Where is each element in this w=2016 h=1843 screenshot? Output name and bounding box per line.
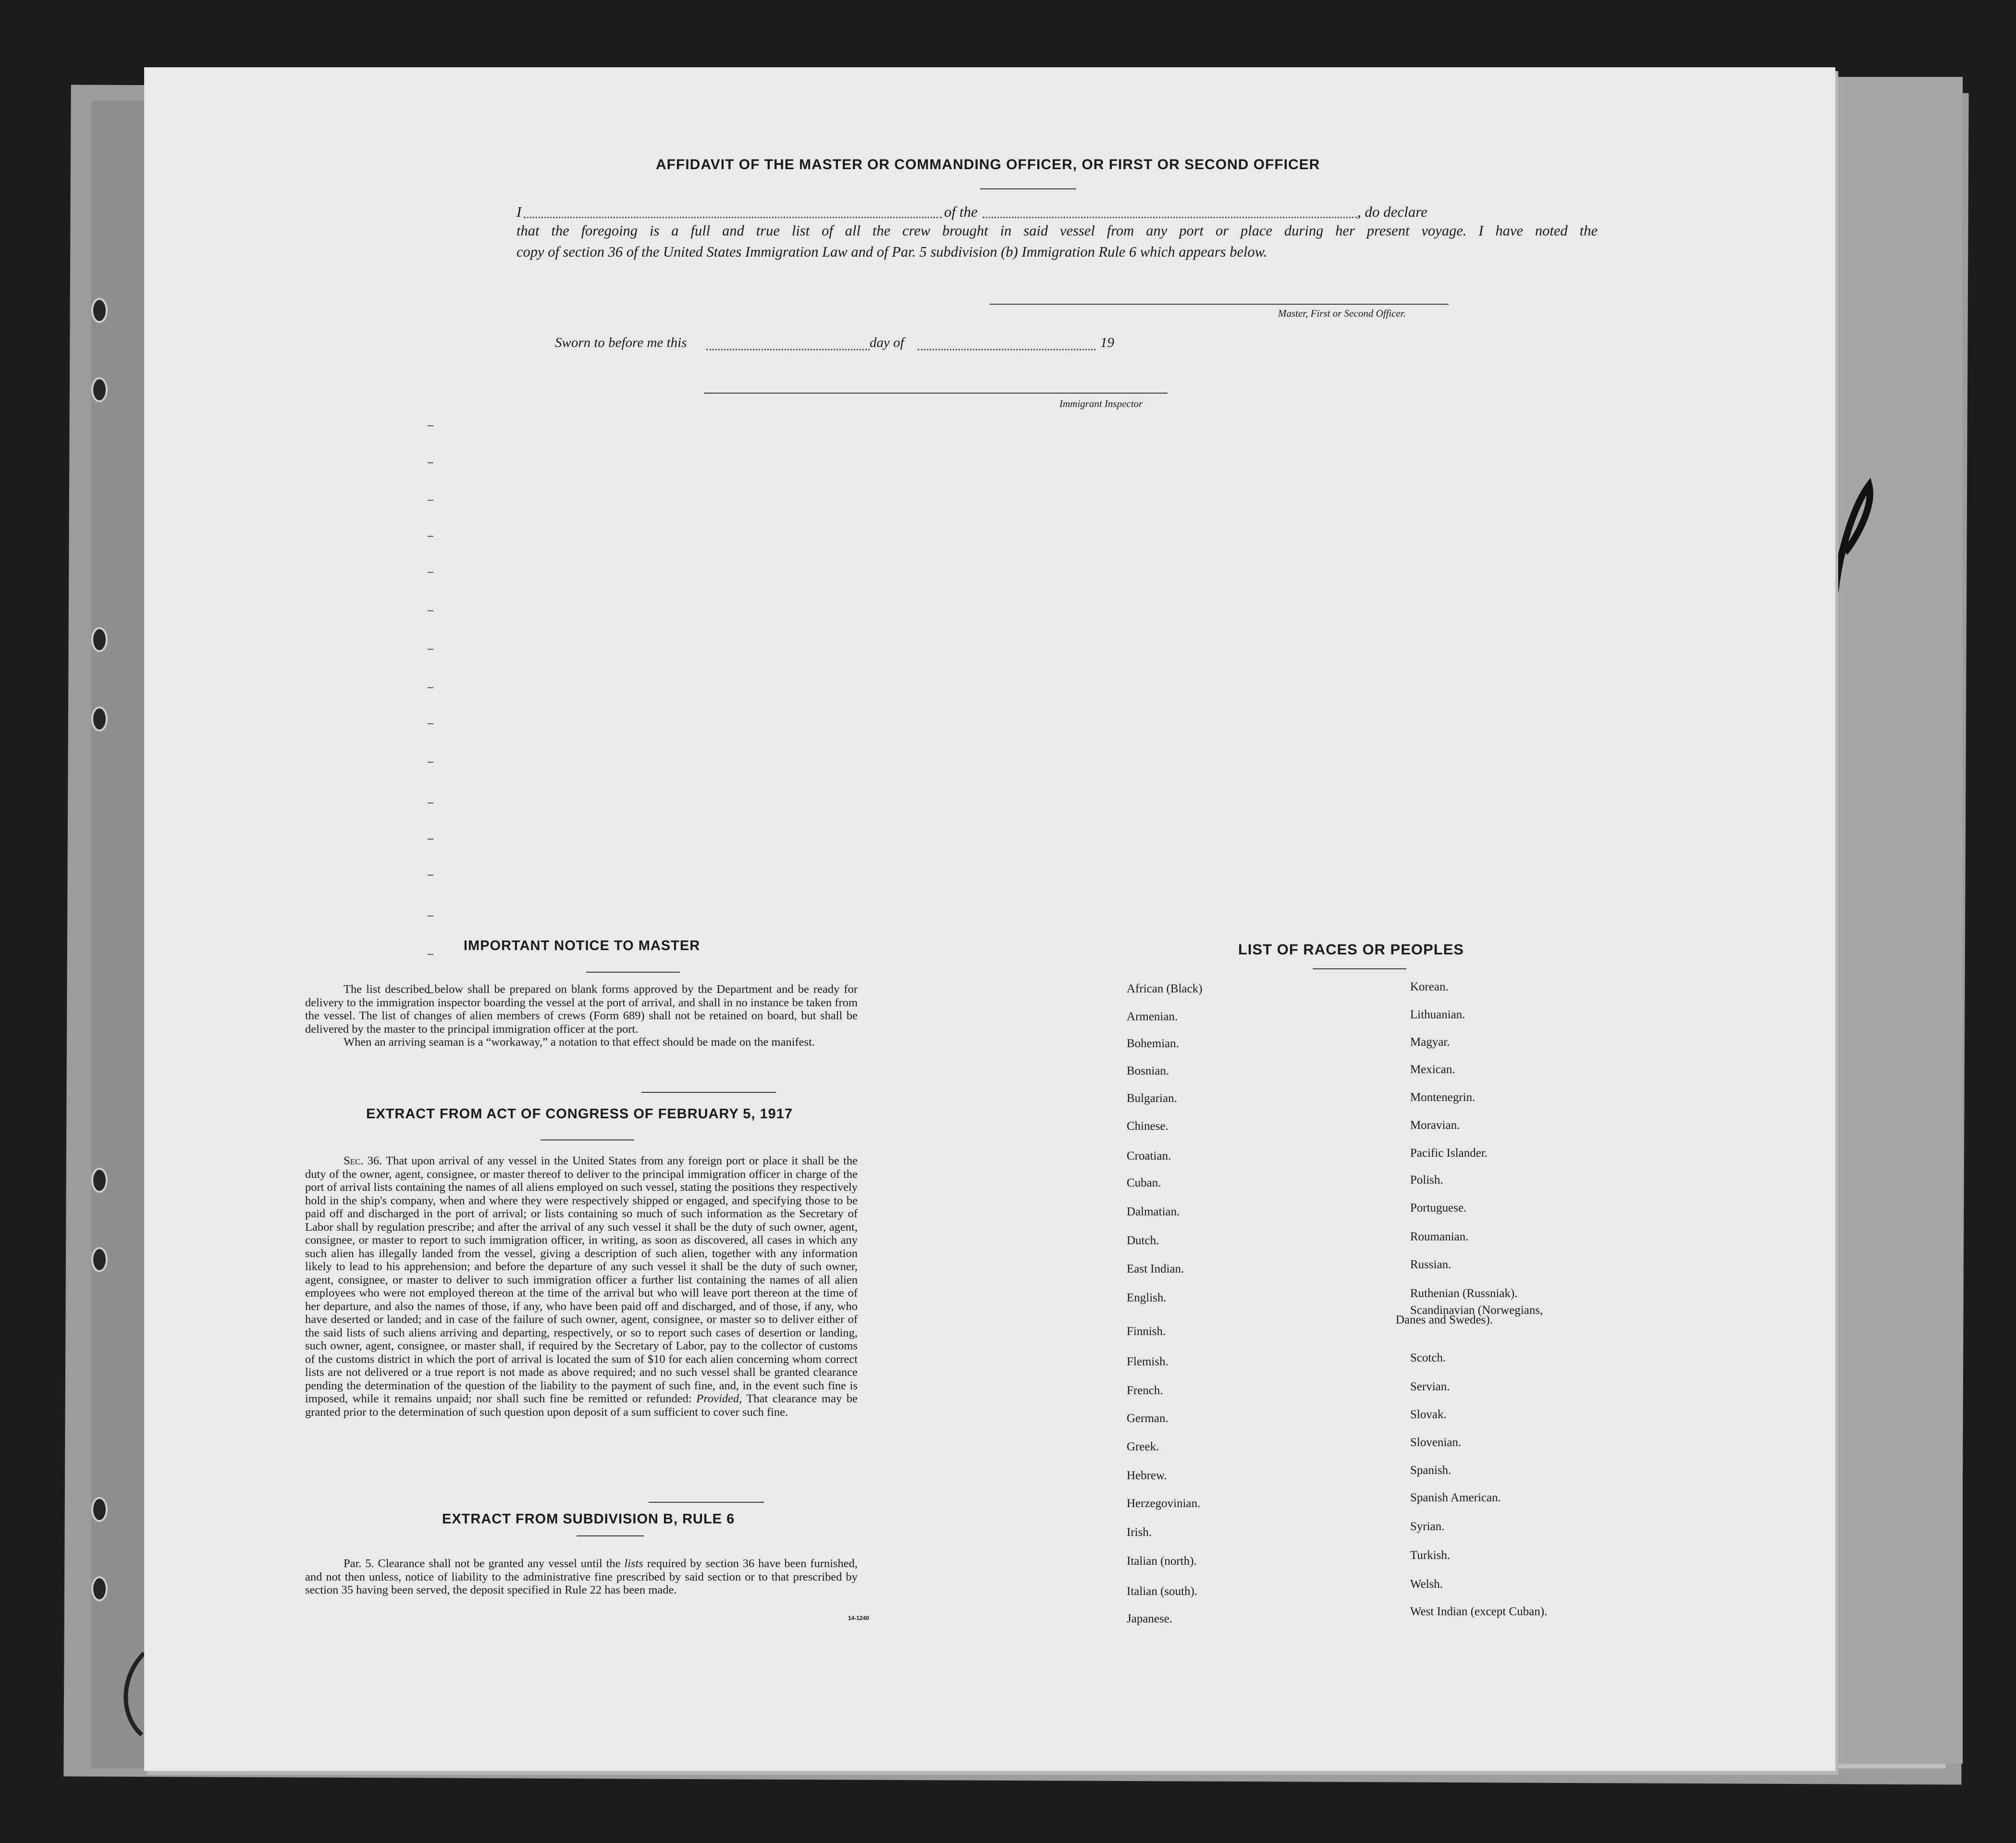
inspector-signature-line[interactable]: [704, 393, 1168, 394]
sworn-month-field[interactable]: [918, 349, 1095, 350]
punch-hole-icon: [91, 1497, 108, 1522]
section-label: Sec. 36.: [344, 1154, 382, 1167]
race-item: Armenian.: [1127, 1010, 1178, 1023]
race-item: French.: [1127, 1384, 1163, 1397]
race-item: Bosnian.: [1127, 1064, 1169, 1077]
race-item: Russian.: [1410, 1258, 1451, 1271]
race-item: Spanish American.: [1410, 1491, 1501, 1504]
race-item: German.: [1127, 1412, 1168, 1425]
race-item: Scandinavian (Norwegians,: [1410, 1304, 1543, 1317]
rule-text-a: Par. 5. Clearance shall not be granted any vessel until the: [344, 1557, 625, 1570]
race-item: English.: [1127, 1291, 1167, 1304]
race-item: Hebrew.: [1127, 1469, 1167, 1482]
race-item: Polish.: [1410, 1174, 1443, 1187]
binding-strip-right: [1828, 77, 1963, 1764]
race-item: Bohemian.: [1127, 1037, 1180, 1050]
punch-hole-icon: [91, 298, 108, 323]
race-item: Greek.: [1127, 1440, 1159, 1453]
rule-text-b: required by section 36 have been furnished, and not then unless, notice of liability to the administrative fine prescribed by said section or to that prescribed by section 35 having been served, the deposit specified in Rule 22 has been made.: [305, 1557, 858, 1596]
race-item: Dalmatian.: [1127, 1205, 1180, 1218]
race-item: Flemish.: [1127, 1355, 1168, 1368]
race-item: Moravian.: [1410, 1119, 1460, 1132]
signature-line[interactable]: [990, 304, 1449, 305]
affidavit-of-the-label: of the: [944, 203, 978, 220]
notice-body: [305, 983, 858, 1049]
race-item: Bulgarian.: [1127, 1092, 1177, 1105]
signature-label: Master, First or Second Officer.: [1278, 308, 1406, 319]
race-item: Mexican.: [1410, 1063, 1455, 1076]
sworn-day-field[interactable]: [706, 349, 870, 350]
race-item: Slovenian.: [1410, 1436, 1462, 1449]
punch-hole-icon: [91, 627, 108, 652]
notice-paragraph-2: When an arriving seaman is a “workaway,” a notation to that effect should be made on the manifest.: [344, 1036, 815, 1049]
act-extract-text: That upon arrival of any vessel in the United States from any foreign port or place it shall be the duty of the owner, agent, consignee, or master thereof to deliver to the principal immigration officer in charge of the port of arrival lists containing the names of all aliens employed on such vessel, stating the positions they respectively hold in the ship's company, when and where they were respectively shipped or engaged, and specifying those to be paid off and discharged in the port of arrival; or lists containing so much of such information as the Secretary of Labor shall by regulation prescribe; and after the arrival of any such vessel it shall be the duty of such owner, agent, consignee, or master to report to such immigration officer, in writing, as soon as discovered, all cases in which any such alien has illegally landed from the vessel, giving a description of such alien, together with any information likely to lead to his apprehension; and before the departure of any such vessel it shall be the duty of such owner, agent, consignee, or master to deliver to such immigration officer a further list containing the names of all alien employees who were not employed thereon at the time of the arrival but who will leave port thereon at the time of her departure, and also the names of those, if any, who have been paid off and discharged, and of those, if any, who have deserted or landed; and in case of the failure of such owner, agent, consignee, or master so to deliver either of the said lists of such aliens arriving and departing, respectively, or so to report such cases of desertion or landing, such owner, agent, consignee, or master shall, if required by the Secretary of Labor, pay to the collector of customs of the customs district in which the port of arrival is located the sum of $10 for each alien concerning whom correct lists are not delivered or a true report is not made as above required; and no such vessel shall be granted clearance pending the determination of the question of the liability to the payment of such fine, and, in the event such fine is imposed, while it remains unpaid; nor shall such fine be remitted or refunded:: [305, 1154, 858, 1405]
race-item: Korean.: [1410, 980, 1449, 993]
punch-hole-icon: [91, 1576, 108, 1601]
rule-extract-body: [305, 1557, 858, 1597]
races-title: LIST OF RACES OR PEOPLES: [1238, 941, 1464, 958]
race-item: Scotch.: [1410, 1351, 1446, 1364]
day-of-label: day of: [870, 335, 904, 350]
race-item: Ruthenian (Russniak).: [1410, 1287, 1518, 1300]
race-item: African (Black): [1127, 982, 1203, 995]
year-label: 19: [1100, 335, 1114, 350]
race-item: Finnish.: [1127, 1325, 1166, 1338]
race-item: Chinese.: [1127, 1120, 1168, 1133]
divider: [980, 188, 1076, 189]
act-extract-title: EXTRACT FROM ACT OF CONGRESS OF FEBRUARY 5, 1917: [366, 1106, 793, 1122]
divider: [541, 1139, 634, 1140]
sworn-label: Sworn to before me this: [555, 335, 687, 350]
race-item-continuation: Danes and Swedes).: [1396, 1313, 1493, 1326]
notice-title: IMPORTANT NOTICE TO MASTER: [464, 938, 701, 953]
affidavit-line-3: copy of section 36 of the United States Immigration Law and of Par. 5 subdivision (b) Immigration Rule 6 which appears below.: [516, 244, 1267, 260]
race-item: Italian (north).: [1127, 1555, 1197, 1568]
race-item: Dutch.: [1127, 1234, 1159, 1247]
race-item: Spanish.: [1410, 1464, 1451, 1477]
race-item: Slovak.: [1410, 1408, 1447, 1421]
race-item: Japanese.: [1127, 1612, 1173, 1625]
race-item: Herzegovinian.: [1127, 1497, 1201, 1510]
vessel-name-field[interactable]: [983, 217, 1357, 218]
affidavit-line-2: that the foregoing is a full and true list of all the crew brought in said vessel from any port or place during her present voyage. I have noted the: [516, 223, 1598, 239]
notice-paragraph-1: The list described below shall be prepared on blank forms approved by the Department and be ready for delivery to the immigration inspector boarding the vessel at the port of arrival, and shall in no instance be taken from the vessel. The list of changes of alien members of crews (Form 689) shall not be retained on board, but shall be delivered by the master to the principal immigration officer at the port.: [305, 983, 858, 1036]
race-item: Cuban.: [1127, 1176, 1161, 1189]
divider: [641, 1092, 776, 1093]
divider: [649, 1502, 764, 1503]
race-item: Servian.: [1410, 1380, 1450, 1393]
punch-hole-icon: [91, 706, 108, 731]
inspector-label: Immigrant Inspector: [1059, 398, 1143, 409]
divider: [586, 972, 680, 973]
punch-hole-icon: [91, 1247, 108, 1272]
race-item: West Indian (except Cuban).: [1410, 1605, 1548, 1618]
race-item: Syrian.: [1410, 1520, 1445, 1533]
race-item: Welsh.: [1410, 1578, 1443, 1591]
act-extract-body: [305, 1154, 858, 1419]
rule-extract-title: EXTRACT FROM SUBDIVISION B, RULE 6: [442, 1511, 735, 1527]
race-item: East Indian.: [1127, 1262, 1184, 1275]
punch-hole-icon: [91, 1168, 108, 1193]
race-item: Pacific Islander.: [1410, 1147, 1488, 1160]
race-item: Irish.: [1127, 1526, 1152, 1539]
lists-label: lists: [624, 1557, 643, 1570]
provided-label: Provided,: [696, 1392, 742, 1405]
race-item: Roumanian.: [1410, 1230, 1469, 1243]
race-item: Montenegrin.: [1410, 1091, 1475, 1104]
race-item: Magyar.: [1410, 1036, 1450, 1049]
form-number: 14-1240: [848, 1615, 870, 1621]
race-item: Croatian.: [1127, 1150, 1171, 1163]
race-item: Turkish.: [1410, 1549, 1451, 1562]
race-item: Italian (south).: [1127, 1585, 1198, 1598]
affidavit-i-label: I: [516, 203, 522, 220]
act-extract-text-end: That clearance may be granted prior to the determination of such question upon deposit of a sum sufficient to cover such fine.: [305, 1392, 858, 1419]
race-item: Portuguese.: [1410, 1201, 1467, 1214]
divider: [1313, 968, 1406, 969]
form-sheet: [144, 67, 1835, 1771]
affidavit-title: AFFIDAVIT OF THE MASTER OR COMMANDING OFFICER, OR FIRST OR SECOND OFFICER: [656, 157, 1320, 173]
race-item: Lithuanian.: [1410, 1008, 1465, 1021]
punch-hole-icon: [91, 377, 108, 402]
divider: [577, 1535, 644, 1536]
master-name-field[interactable]: [524, 217, 942, 218]
affidavit-declare-label: , do declare: [1357, 203, 1428, 220]
